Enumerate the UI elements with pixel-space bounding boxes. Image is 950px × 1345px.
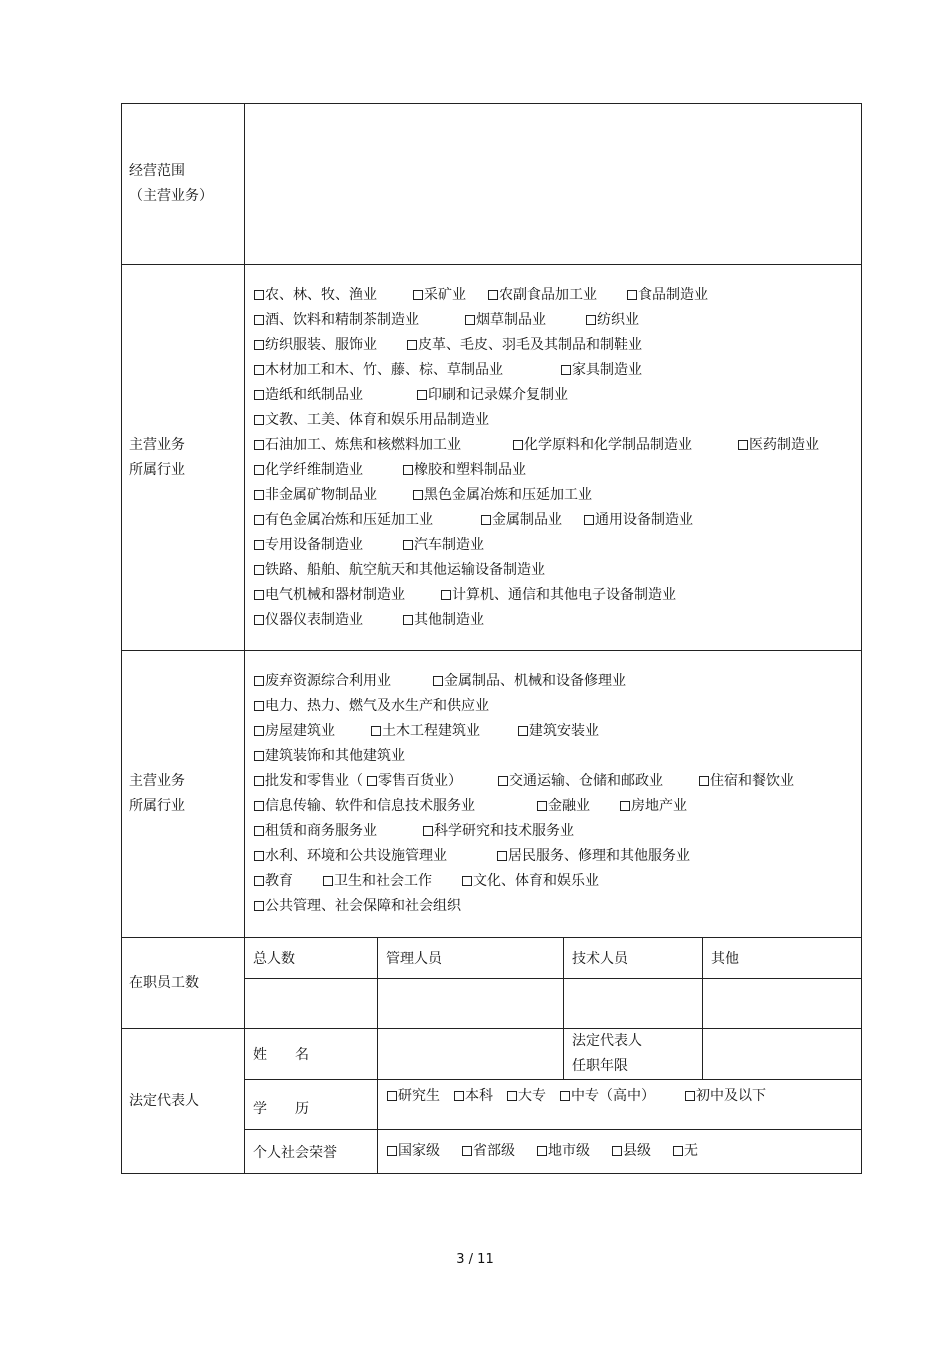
checkbox-option[interactable] [423, 819, 574, 844]
checkbox-label: 铁路、船舶、航空航天和其他运输设备制造业 [265, 561, 545, 578]
industry-sublabel: 所属行业 [129, 798, 185, 814]
checkbox-label: 省部级 [473, 1143, 515, 1159]
checkbox-icon[interactable] [586, 315, 596, 325]
checkbox-option[interactable] [254, 483, 377, 508]
checkbox-label: 非金属矿物制品业 [265, 486, 377, 503]
staff-management-field[interactable] [378, 979, 564, 1029]
checkbox-option[interactable] [403, 608, 484, 633]
checkbox-icon[interactable] [417, 390, 427, 400]
checkbox-option[interactable] [673, 1139, 698, 1164]
checkbox-icon[interactable] [254, 826, 264, 836]
checkbox-row [254, 844, 855, 869]
checkbox-label: 租赁和商务服务业 [265, 823, 377, 839]
checkbox-label: 皮革、毛皮、羽毛及其制品和制鞋业 [418, 336, 642, 353]
staff-other-header: 其他 [703, 938, 862, 979]
checkbox-label: 烟草制品业 [476, 311, 546, 328]
checkbox-row [254, 694, 855, 719]
checkbox-icon[interactable] [433, 676, 443, 686]
checkbox-label: 印刷和记录媒介复制业 [428, 386, 568, 403]
checkbox-icon[interactable] [561, 365, 571, 375]
checkbox-option[interactable] [254, 894, 461, 919]
checkbox-label: 有色金属冶炼和压延加工业 [265, 511, 433, 528]
checkbox-icon[interactable] [620, 801, 630, 811]
checkbox-option[interactable] [387, 1139, 440, 1164]
checkbox-icon[interactable] [254, 876, 264, 886]
checkbox-label: 农副食品加工业 [499, 286, 597, 303]
checkbox-icon[interactable] [498, 776, 508, 786]
checkbox-option[interactable] [387, 1084, 440, 1109]
checkbox-row [254, 333, 855, 358]
checkbox-label: 国家级 [398, 1143, 440, 1159]
checkbox-option[interactable] [254, 583, 405, 608]
checkbox-option[interactable] [254, 719, 335, 744]
checkbox-label: 居民服务、修理和其他服务业 [508, 848, 690, 864]
checkbox-option[interactable] [254, 333, 377, 358]
checkbox-label: 科学研究和技术服务业 [434, 823, 574, 839]
checkbox-label: 汽车制造业 [414, 536, 484, 553]
checkbox-label: 金属制品、机械和设备修理业 [444, 673, 626, 689]
checkbox-option[interactable] [513, 433, 692, 458]
checkbox-icon[interactable] [407, 340, 417, 350]
checkbox-label: 电力、热力、燃气及水生产和供应业 [265, 698, 489, 714]
checkbox-option[interactable] [537, 1139, 590, 1164]
checkbox-icon[interactable] [254, 290, 264, 300]
checkbox-row [254, 558, 855, 583]
checkbox-label: 纺织业 [597, 311, 639, 328]
checkbox-label: 交通运输、仓储和邮政业 [509, 773, 663, 789]
checkbox-icon[interactable] [403, 615, 413, 625]
checkbox-icon[interactable] [537, 801, 547, 811]
checkbox-label: 本科 [465, 1088, 493, 1104]
checkbox-icon[interactable] [454, 1091, 464, 1101]
checkbox-row [254, 483, 855, 508]
checkbox-option[interactable] [433, 669, 626, 694]
checkbox-label: 通用设备制造业 [595, 511, 693, 528]
checkbox-row [254, 283, 855, 308]
checkbox-option[interactable] [413, 483, 592, 508]
checkbox-label: 造纸和纸制品业 [265, 386, 363, 403]
checkbox-option[interactable] [254, 283, 377, 308]
checkbox-label: 化学纤维制造业 [265, 461, 363, 478]
checkbox-icon[interactable] [627, 290, 637, 300]
checkbox-icon[interactable] [584, 515, 594, 525]
checkbox-icon[interactable] [254, 565, 264, 575]
checkbox-icon[interactable] [254, 901, 264, 911]
checkbox-row [254, 769, 855, 794]
checkbox-option[interactable] [254, 508, 433, 533]
checkbox-label: 教育 [265, 873, 293, 889]
checkbox-option[interactable] [497, 844, 690, 869]
legal-rep-name-label: 姓 名 [245, 1029, 378, 1080]
checkbox-icon[interactable] [254, 615, 264, 625]
staff-total-header: 总人数 [245, 938, 378, 979]
checkbox-option[interactable] [498, 769, 663, 794]
checkbox-icon[interactable] [254, 590, 264, 600]
checkbox-row [254, 308, 855, 333]
checkbox-label: 零售百货业） [378, 773, 462, 789]
checkbox-label: 电气机械和器材制造业 [265, 586, 405, 603]
checkbox-row [254, 819, 855, 844]
checkbox-icon[interactable] [254, 390, 264, 400]
industry-checkbox-list [254, 669, 855, 919]
checkbox-option[interactable] [507, 1084, 546, 1109]
checkbox-icon[interactable] [423, 826, 433, 836]
checkbox-icon[interactable] [254, 440, 264, 450]
checkbox-label: 医药制造业 [749, 436, 819, 453]
checkbox-option[interactable] [738, 433, 819, 458]
checkbox-label: 仪器仪表制造业 [265, 611, 363, 628]
checkbox-label: 批发和零售业（ [265, 773, 363, 789]
checkbox-icon[interactable] [497, 851, 507, 861]
checkbox-row [254, 894, 855, 919]
checkbox-label: 纺织服装、服饰业 [265, 336, 377, 353]
checkbox-icon[interactable] [537, 1146, 547, 1156]
checkbox-icon[interactable] [481, 515, 491, 525]
checkbox-option[interactable] [417, 383, 568, 408]
checkbox-label: 信息传输、软件和信息技术服务业 [265, 798, 475, 814]
checkbox-option[interactable] [323, 869, 432, 894]
checkbox-label: 家具制造业 [572, 361, 642, 378]
checkbox-option[interactable] [367, 769, 462, 794]
checkbox-label: 黑色金属冶炼和压延加工业 [424, 486, 592, 503]
checkbox-icon[interactable] [254, 465, 264, 475]
staff-management-header: 管理人员 [378, 938, 564, 979]
checkbox-label: 水利、环境和公共设施管理业 [265, 848, 447, 864]
checkbox-option[interactable] [413, 283, 466, 308]
checkbox-label: 建筑安装业 [529, 723, 599, 739]
checkbox-icon[interactable] [507, 1091, 517, 1101]
checkbox-icon[interactable] [403, 465, 413, 475]
checkbox-option[interactable] [254, 383, 363, 408]
checkbox-label: 研究生 [398, 1088, 440, 1104]
checkbox-label: 石油加工、炼焦和核燃料加工业 [265, 436, 461, 453]
checkbox-option[interactable] [612, 1139, 651, 1164]
checkbox-label: 初中及以下 [696, 1088, 766, 1104]
checkbox-label: 酒、饮料和精制茶制造业 [265, 311, 419, 328]
checkbox-row [254, 458, 855, 483]
checkbox-icon[interactable] [699, 776, 709, 786]
checkbox-option[interactable] [462, 1139, 515, 1164]
checkbox-option[interactable] [699, 769, 794, 794]
checkbox-label: 中专（高中） [571, 1088, 655, 1104]
checkbox-option[interactable] [371, 719, 480, 744]
business-scope-sublabel: （主营业务） [129, 188, 213, 204]
checkbox-option[interactable] [481, 508, 562, 533]
checkbox-label: 农、林、牧、渔业 [265, 286, 377, 303]
industry-checkbox-list [254, 283, 855, 633]
checkbox-icon[interactable] [387, 1091, 397, 1101]
checkbox-option[interactable] [254, 433, 461, 458]
business-scope-label-cell [122, 104, 245, 265]
checkbox-label: 房屋建筑业 [265, 723, 335, 739]
checkbox-option[interactable] [518, 719, 599, 744]
industry-options-manufacturing [245, 265, 862, 651]
honor-checkbox-list [387, 1139, 855, 1164]
industry-sublabel: 所属行业 [129, 461, 185, 478]
legal-rep-label: 法定代表人 [122, 1029, 245, 1174]
checkbox-icon[interactable] [254, 415, 264, 425]
checkbox-option[interactable] [537, 794, 590, 819]
checkbox-option[interactable] [254, 358, 503, 383]
checkbox-option[interactable] [441, 583, 676, 608]
checkbox-option[interactable] [254, 308, 419, 333]
registration-form-table [121, 103, 862, 1174]
checkbox-label: 金融业 [548, 798, 590, 814]
checkbox-option[interactable] [584, 508, 693, 533]
staff-count-label: 在职员工数 [122, 938, 245, 1029]
checkbox-row [254, 719, 855, 744]
checkbox-option[interactable] [627, 283, 708, 308]
checkbox-icon[interactable] [518, 726, 528, 736]
industry-label: 主营业务 [129, 773, 185, 789]
checkbox-option[interactable] [560, 1084, 655, 1109]
checkbox-icon[interactable] [254, 365, 264, 375]
checkbox-option[interactable] [254, 869, 293, 894]
checkbox-label: 无 [684, 1143, 698, 1159]
checkbox-icon[interactable] [488, 290, 498, 300]
checkbox-icon[interactable] [673, 1146, 683, 1156]
checkbox-icon[interactable] [323, 876, 333, 886]
checkbox-icon[interactable] [254, 676, 264, 686]
checkbox-option[interactable] [254, 458, 363, 483]
checkbox-option[interactable] [454, 1084, 493, 1109]
checkbox-option[interactable] [254, 408, 489, 433]
checkbox-row [254, 869, 855, 894]
checkbox-option[interactable] [462, 869, 599, 894]
checkbox-icon[interactable] [560, 1091, 570, 1101]
checkbox-row [254, 608, 855, 633]
honor-label: 个人社会荣誉 [245, 1130, 378, 1174]
checkbox-row [254, 744, 855, 769]
checkbox-icon[interactable] [254, 751, 264, 761]
checkbox-icon[interactable] [254, 490, 264, 500]
checkbox-label: 卫生和社会工作 [334, 873, 432, 889]
checkbox-label: 县级 [623, 1143, 651, 1159]
checkbox-icon[interactable] [612, 1146, 622, 1156]
checkbox-label: 建筑装饰和其他建筑业 [265, 748, 405, 764]
checkbox-label: 专用设备制造业 [265, 536, 363, 553]
checkbox-label: 住宿和餐饮业 [710, 773, 794, 789]
checkbox-label: 采矿业 [424, 286, 466, 303]
checkbox-label: 地市级 [548, 1143, 590, 1159]
checkbox-option[interactable] [254, 533, 363, 558]
industry-options-services [245, 651, 862, 938]
checkbox-row [254, 358, 855, 383]
legal-rep-tenure-label: 法定代表人 任职年限 [564, 1029, 703, 1080]
education-label: 学 历 [245, 1080, 378, 1130]
checkbox-option[interactable] [403, 533, 484, 558]
checkbox-option[interactable] [254, 819, 377, 844]
staff-technical-field[interactable] [564, 979, 703, 1029]
checkbox-option[interactable] [254, 558, 545, 583]
checkbox-label: 橡胶和塑料制品业 [414, 461, 526, 478]
checkbox-icon[interactable] [462, 876, 472, 886]
staff-other-field[interactable] [703, 979, 862, 1029]
checkbox-label: 文教、工美、体育和娱乐用品制造业 [265, 411, 489, 428]
checkbox-row [254, 583, 855, 608]
checkbox-option[interactable] [586, 308, 639, 333]
education-options [378, 1080, 862, 1130]
checkbox-label: 公共管理、社会保障和社会组织 [265, 898, 461, 914]
industry-label-cell [122, 651, 245, 938]
checkbox-option[interactable] [254, 608, 363, 633]
checkbox-icon[interactable] [254, 340, 264, 350]
checkbox-label: 文化、体育和娱乐业 [473, 873, 599, 889]
checkbox-icon[interactable] [513, 440, 523, 450]
checkbox-label: 金属制品业 [492, 511, 562, 528]
checkbox-row [254, 669, 855, 694]
checkbox-icon[interactable] [403, 540, 413, 550]
checkbox-icon[interactable] [254, 851, 264, 861]
checkbox-icon[interactable] [254, 701, 264, 711]
page-number: 3 / 11 [456, 1252, 494, 1267]
checkbox-option[interactable] [254, 844, 447, 869]
checkbox-row [254, 533, 855, 558]
checkbox-label: 计算机、通信和其他电子设备制造业 [452, 586, 676, 603]
checkbox-label: 木材加工和木、竹、藤、棕、草制品业 [265, 361, 503, 378]
checkbox-icon[interactable] [254, 540, 264, 550]
industry-label-cell [122, 265, 245, 651]
checkbox-option[interactable] [254, 769, 363, 794]
checkbox-icon[interactable] [371, 726, 381, 736]
business-scope-field[interactable] [245, 104, 862, 265]
checkbox-icon[interactable] [367, 776, 377, 786]
checkbox-icon[interactable] [462, 1146, 472, 1156]
checkbox-label: 其他制造业 [414, 611, 484, 628]
checkbox-row [254, 383, 855, 408]
checkbox-icon[interactable] [254, 801, 264, 811]
checkbox-icon[interactable] [465, 315, 475, 325]
checkbox-option[interactable] [685, 1084, 766, 1109]
checkbox-icon[interactable] [685, 1091, 695, 1101]
checkbox-option[interactable] [488, 283, 597, 308]
checkbox-option[interactable] [465, 308, 546, 333]
checkbox-label: 食品制造业 [638, 286, 708, 303]
checkbox-row [254, 508, 855, 533]
honor-options [378, 1130, 862, 1174]
checkbox-label: 土木工程建筑业 [382, 723, 480, 739]
checkbox-option[interactable] [561, 358, 642, 383]
checkbox-icon[interactable] [387, 1146, 397, 1156]
checkbox-icon[interactable] [254, 776, 264, 786]
checkbox-row [254, 408, 855, 433]
business-scope-label: 经营范围 [129, 163, 185, 179]
checkbox-icon[interactable] [254, 315, 264, 325]
staff-technical-header: 技术人员 [564, 938, 703, 979]
legal-rep-name-field[interactable] [378, 1029, 564, 1080]
checkbox-label: 废弃资源综合利用业 [265, 673, 391, 689]
checkbox-icon[interactable] [738, 440, 748, 450]
checkbox-option[interactable] [254, 694, 489, 719]
checkbox-option[interactable] [254, 794, 475, 819]
education-checkbox-list [387, 1084, 855, 1109]
checkbox-option[interactable] [407, 333, 642, 358]
checkbox-label: 房地产业 [631, 798, 687, 814]
checkbox-option[interactable] [254, 744, 405, 769]
checkbox-row [254, 794, 855, 819]
checkbox-label: 化学原料和化学制品制造业 [524, 436, 692, 453]
checkbox-option[interactable] [403, 458, 526, 483]
staff-total-field[interactable] [245, 979, 378, 1029]
checkbox-icon[interactable] [413, 290, 423, 300]
checkbox-icon[interactable] [254, 515, 264, 525]
legal-rep-tenure-field[interactable] [703, 1029, 862, 1080]
checkbox-icon[interactable] [254, 726, 264, 736]
industry-label: 主营业务 [129, 436, 185, 453]
checkbox-option[interactable] [620, 794, 687, 819]
checkbox-icon[interactable] [441, 590, 451, 600]
checkbox-icon[interactable] [413, 490, 423, 500]
checkbox-label: 大专 [518, 1088, 546, 1104]
checkbox-row [254, 433, 855, 458]
checkbox-option[interactable] [254, 669, 391, 694]
